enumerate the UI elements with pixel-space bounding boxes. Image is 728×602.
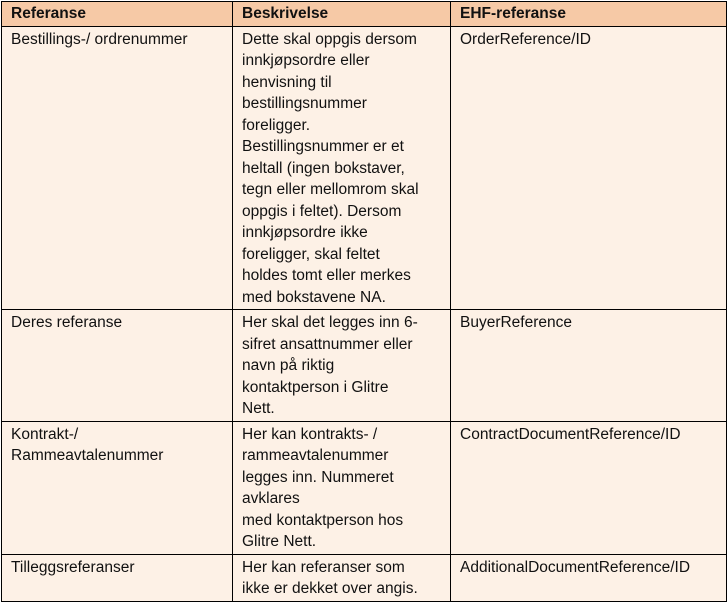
table-row	[2, 554, 727, 601]
table-body	[2, 26, 727, 601]
cell-beskrivelse: Her kan referanser som ikke er dekket over angis.	[233, 554, 451, 601]
header-row	[2, 2, 727, 27]
cell-beskrivelse: Her skal det legges inn 6- sifret ansattnummer eller navn på riktig kontaktperson i Glitre Nett.	[233, 310, 451, 422]
cell-beskrivelse: Her kan kontrakts- / rammeavtalenummer legges inn. Nummeret avklares med kontaktperson hos Glitre Nett.	[233, 421, 451, 554]
table-header	[2, 2, 727, 27]
table-row	[2, 310, 727, 422]
header-beskrivelse: Beskrivelse	[233, 2, 451, 27]
table-row	[2, 421, 727, 554]
cell-beskrivelse: Dette skal oppgis dersom innkjøpsordre eller henvisning til bestillingsnummer foreligger. Bestillingsnummer er et heltall (ingen bokstaver, tegn eller mellomrom skal oppgis i feltet). Dersom innkjøpsordre ikke foreligger, skal feltet holdes tomt eller merkes med bokstavene NA.	[233, 26, 451, 310]
cell-ehf-referanse: OrderReference/ID	[451, 26, 727, 310]
table-row	[2, 26, 727, 310]
cell-referanse: Tilleggsreferanser	[2, 554, 233, 601]
cell-referanse: Kontrakt-/ Rammeavtalenummer	[2, 421, 233, 554]
cell-referanse: Deres referanse	[2, 310, 233, 422]
cell-referanse: Bestillings-/ ordrenummer	[2, 26, 233, 310]
reference-table	[1, 1, 727, 602]
cell-ehf-referanse: ContractDocumentReference/ID	[451, 421, 727, 554]
cell-ehf-referanse: AdditionalDocumentReference/ID	[451, 554, 727, 601]
header-ehf-referanse: EHF-referanse	[451, 2, 727, 27]
header-referanse: Referanse	[2, 2, 233, 27]
cell-ehf-referanse: BuyerReference	[451, 310, 727, 422]
